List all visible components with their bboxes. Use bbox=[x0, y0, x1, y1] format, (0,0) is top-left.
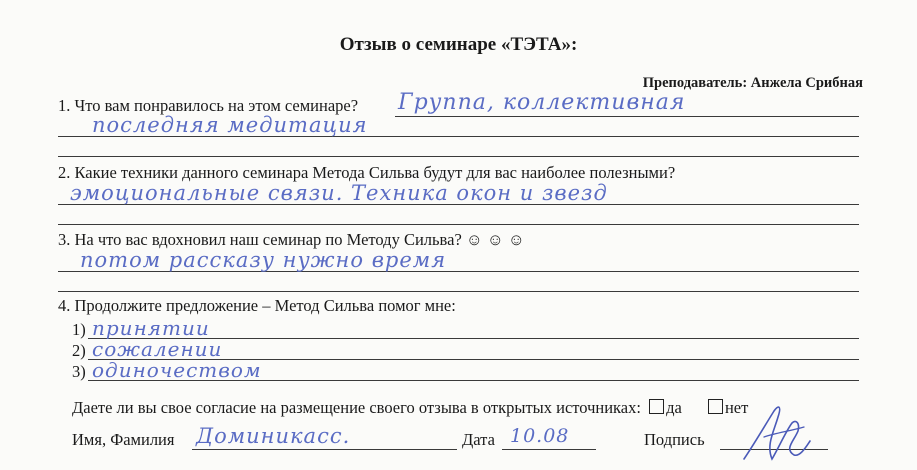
question-4: 4. Продолжите предложение – Метод Сильва помог мне: bbox=[58, 296, 456, 315]
handwritten-answer: принятии bbox=[92, 316, 210, 340]
answer-line bbox=[58, 291, 859, 292]
consent-no-checkbox[interactable] bbox=[708, 399, 723, 414]
consent-yes-checkbox[interactable] bbox=[649, 399, 664, 414]
handwritten-answer: одиночеством bbox=[92, 358, 262, 382]
item-number: 1) bbox=[72, 320, 86, 339]
handwritten-answer: сожалении bbox=[92, 337, 223, 361]
handwritten-answer: последняя медитация bbox=[92, 113, 368, 137]
question-3: 3. На что вас вдохновил наш семинар по Методу Сильва? ☺ ☺ ☺ bbox=[58, 230, 525, 249]
consent-question: Даете ли вы свое согласие на размещение своего отзыва в открытых источниках: bbox=[72, 398, 641, 417]
answer-line bbox=[58, 156, 859, 157]
handwritten-date[interactable]: 10.08 bbox=[510, 425, 570, 447]
answer-line bbox=[502, 449, 596, 450]
signature-scribble bbox=[734, 397, 814, 467]
date-label: Дата bbox=[462, 430, 495, 449]
page-title: Отзыв о семинаре «ТЭТА»: bbox=[339, 34, 578, 55]
answer-line bbox=[395, 116, 859, 117]
consent-row bbox=[72, 398, 748, 418]
signature-label: Подпись bbox=[644, 430, 705, 449]
handwritten-name[interactable]: Доминикасс. bbox=[196, 424, 351, 448]
name-label: Имя, Фамилия bbox=[72, 430, 175, 449]
handwritten-answer: эмоциональные связи. Техника окон и звезд bbox=[70, 181, 608, 205]
question-2: 2. Какие техники данного семинара Метода Сильва будут для вас наиболее полезными? bbox=[58, 163, 676, 182]
item-number: 2) bbox=[72, 341, 86, 360]
handwritten-answer: Группа, коллективная bbox=[398, 90, 686, 115]
handwritten-answer: потом рассказу нужно время bbox=[80, 248, 447, 272]
consent-yes-label: да bbox=[666, 398, 682, 417]
question-1: 1. Что вам понравилось на этом семинаре? bbox=[58, 96, 359, 115]
consent-no-label: нет bbox=[724, 398, 749, 417]
teacher-name: Преподаватель: Анжела Срибная bbox=[642, 75, 863, 91]
item-number: 3) bbox=[72, 362, 86, 381]
answer-line bbox=[58, 224, 859, 225]
answer-line bbox=[192, 449, 457, 450]
